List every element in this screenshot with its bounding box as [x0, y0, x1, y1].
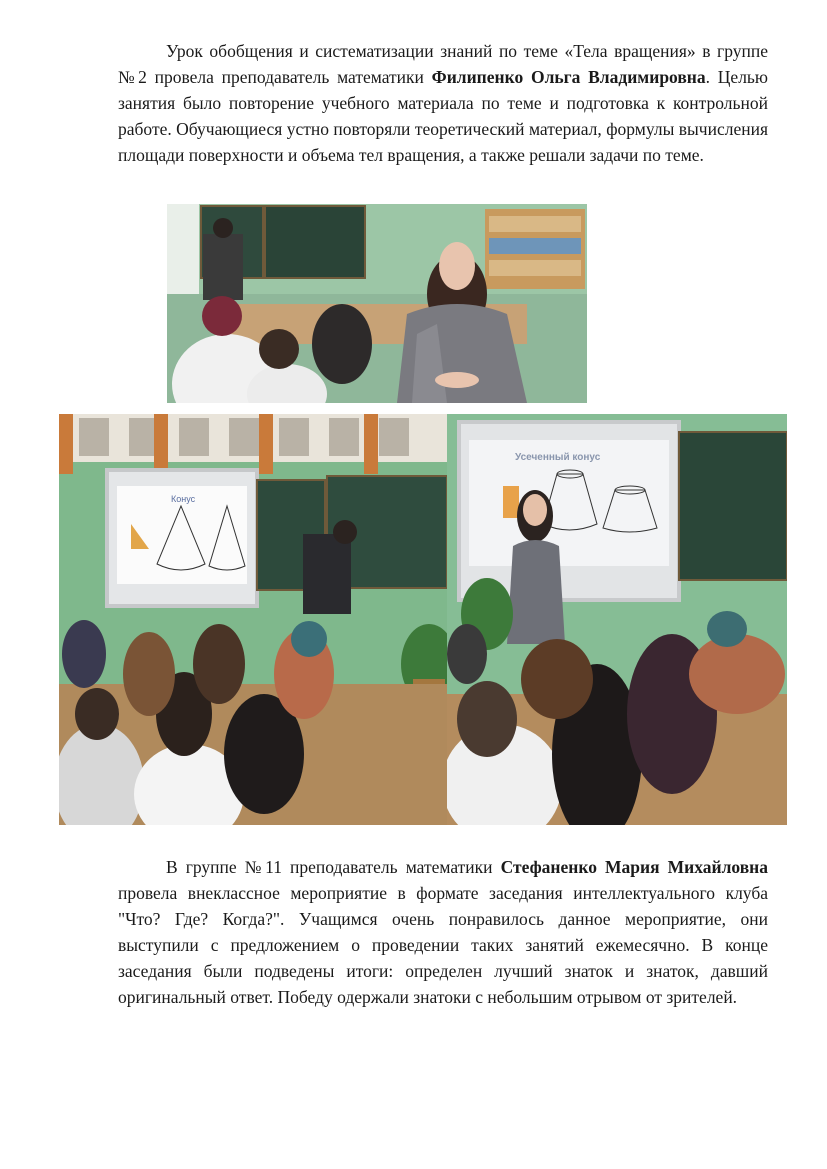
- paragraph-lesson-generalization: [118, 38, 768, 168]
- teacher-name-stefanenko: Стефаненко Мария Михайловна: [500, 857, 768, 877]
- paragraph2-rest: провела внеклассное мероприятие в формате заседания интеллектуального клуба "Что? Где? Когда?". Учащимся очень понравилось данное мероприятие, они выступили с предложением о проведении таких занятий ежемесячно. В конце заседания были подведены итоги: определен лучший знаток и знаток, давший оригинальный ответ. Победу одержали знатоки с небольшим отрывом от зрителей.: [118, 883, 768, 1007]
- paragraph1-intro: Урок обобщения и систематизации знаний по теме «Тела вращения» в группе №2 провела преподаватель математики: [118, 41, 768, 87]
- paragraph-intellectual-club: [118, 854, 768, 1010]
- left-slide-title: Конус: [171, 494, 196, 504]
- photo-teacher-classroom: [167, 204, 587, 403]
- photo-teacher-truncated-cone-slide: [447, 414, 787, 825]
- right-slide-title: Усеченный конус: [515, 452, 601, 463]
- teacher-name-filipenko: Филипенко Ольга Владимировна: [431, 67, 706, 87]
- paragraph2-intro: В группе №11 преподаватель математики: [166, 857, 501, 877]
- paragraph1-rest: . Целью занятия было повторение учебного материала по теме и подготовка к контрольной работе. Обучающиеся устно повторяли теоретический материал, формулы вычисления площади поверхности и объема тел вращения, а также решали задачи по теме.: [118, 67, 768, 165]
- photo-classroom-cone-slide: [59, 414, 447, 825]
